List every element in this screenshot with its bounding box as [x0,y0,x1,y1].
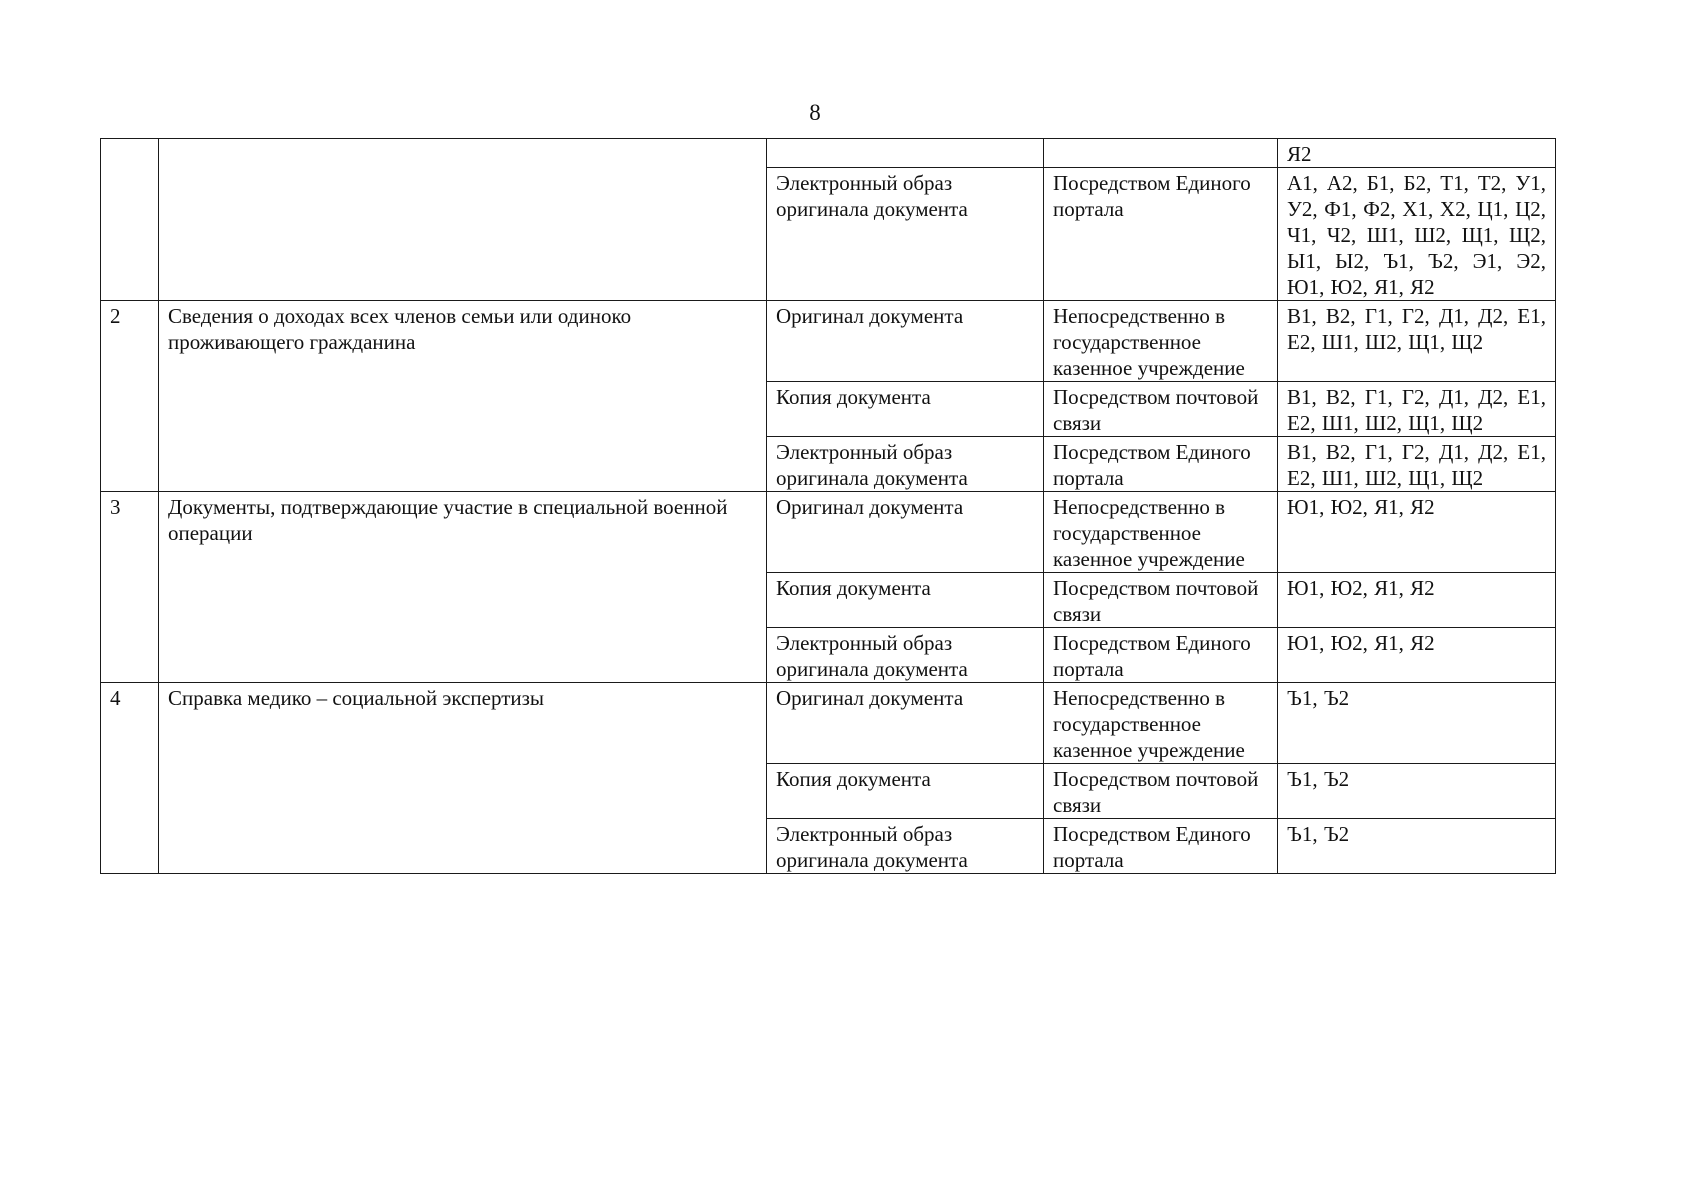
document-name: Документы, подтверждающие участие в специальной военной операции [159,492,767,683]
submission-form: Оригинал документа [767,492,1044,573]
applicant-categories: Ю1, Ю2, Я1, Я2 [1278,573,1556,628]
submission-method: Непосредственно в государственное казенное учреждение [1044,301,1278,382]
submission-form: Оригинал документа [767,301,1044,382]
submission-form: Оригинал документа [767,683,1044,764]
submission-method [1044,139,1278,168]
submission-form: Электронный образ оригинала документа [767,437,1044,492]
page-number: 8 [809,100,821,125]
applicant-categories: Ю1, Ю2, Я1, Я2 [1278,492,1556,573]
submission-form: Электронный образ оригинала документа [767,168,1044,301]
row-number: 3 [101,492,159,683]
submission-method: Непосредственно в государственное казенное учреждение [1044,683,1278,764]
submission-form: Копия документа [767,573,1044,628]
table-row [101,301,1556,382]
applicant-categories: Ъ1, Ъ2 [1278,683,1556,764]
table-row [101,492,1556,573]
submission-form: Электронный образ оригинала документа [767,628,1044,683]
document-name: Сведения о доходах всех членов семьи или одиноко проживающего гражданина [159,301,767,492]
row-number: 4 [101,683,159,874]
submission-form [767,139,1044,168]
applicant-categories: В1, В2, Г1, Г2, Д1, Д2, Е1, Е2, Ш1, Ш2, Щ1, Щ2 [1278,382,1556,437]
submission-form: Электронный образ оригинала документа [767,819,1044,874]
row-number [101,139,159,301]
applicant-categories: Я2 [1278,139,1556,168]
submission-method: Посредством Единого портала [1044,819,1278,874]
applicant-categories: В1, В2, Г1, Г2, Д1, Д2, Е1, Е2, Ш1, Ш2, Щ1, Щ2 [1278,437,1556,492]
row-number: 2 [101,301,159,492]
submission-method: Посредством почтовой связи [1044,573,1278,628]
applicant-categories: А1, А2, Б1, Б2, Т1, Т2, У1, У2, Ф1, Ф2, Х1, Х2, Ц1, Ц2, Ч1, Ч2, Ш1, Ш2, Щ1, Щ2, Ы1, Ы2, Ъ1, Ъ2, Э1, Э2, Ю1, Ю2, Я1, Я2 [1278,168,1556,301]
applicant-categories: В1, В2, Г1, Г2, Д1, Д2, Е1, Е2, Ш1, Ш2, Щ1, Щ2 [1278,301,1556,382]
submission-method: Непосредственно в государственное казенное учреждение [1044,492,1278,573]
document-name [159,139,767,301]
submission-method: Посредством Единого портала [1044,168,1278,301]
submission-method: Посредством Единого портала [1044,628,1278,683]
submission-method: Посредством почтовой связи [1044,382,1278,437]
applicant-categories: Ю1, Ю2, Я1, Я2 [1278,628,1556,683]
table-row [101,139,1556,168]
submission-form: Копия документа [767,382,1044,437]
submission-form: Копия документа [767,764,1044,819]
documents-table [100,138,1556,874]
submission-method: Посредством почтовой связи [1044,764,1278,819]
document-name: Справка медико – социальной экспертизы [159,683,767,874]
submission-method: Посредством Единого портала [1044,437,1278,492]
applicant-categories: Ъ1, Ъ2 [1278,764,1556,819]
applicant-categories: Ъ1, Ъ2 [1278,819,1556,874]
table-row [101,683,1556,764]
